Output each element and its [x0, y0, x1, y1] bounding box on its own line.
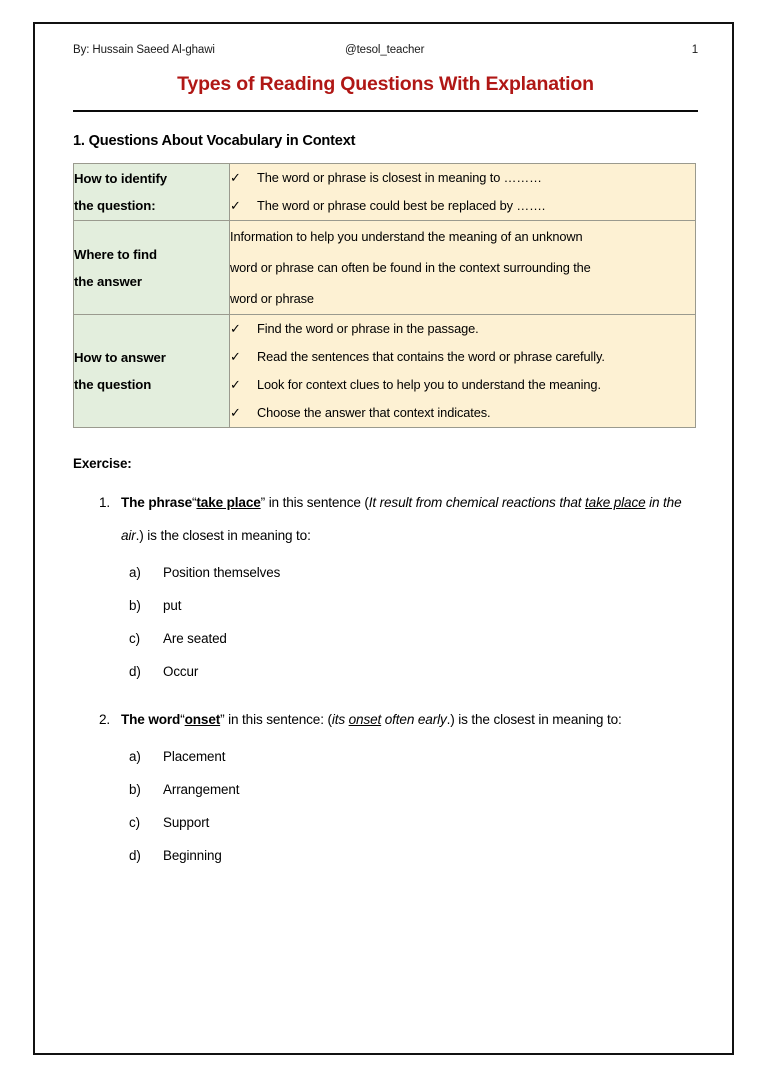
option-b[interactable] [121, 773, 698, 806]
option-a[interactable] [121, 740, 698, 773]
question-lead: The word [121, 712, 181, 727]
option-d[interactable] [121, 655, 698, 688]
table-row [74, 315, 696, 428]
paragraph-line: Information to help you understand the meaning of an unknown [230, 229, 583, 244]
option-marker: c) [129, 631, 140, 646]
quote-close: ” [260, 495, 266, 510]
page-content [73, 44, 698, 872]
check-icon: ✓ [230, 349, 241, 364]
option-marker: d) [129, 664, 141, 679]
question-keyword: onset [184, 712, 221, 727]
option-text: Arrangement [163, 782, 240, 797]
label-line: How to identify [74, 171, 168, 186]
document-header [73, 44, 698, 60]
list-item-text: The word or phrase could best be replaced by ……. [257, 198, 546, 213]
question-example-part1: It result from chemical reactions that [368, 495, 586, 510]
question-example-keyword: take place [585, 495, 646, 510]
table-row [74, 164, 696, 221]
option-marker: b) [129, 598, 141, 613]
option-text: Placement [163, 749, 226, 764]
question-example-part2: often early [381, 712, 447, 727]
option-marker: a) [129, 565, 141, 580]
option-marker: a) [129, 749, 141, 764]
question-example-part2: in the air [121, 495, 682, 543]
list-item [230, 371, 695, 399]
exercise-question-1 [73, 486, 698, 688]
question-keyword: take place [196, 495, 261, 510]
option-marker: d) [129, 848, 141, 863]
row-content-where-to-find [230, 221, 696, 315]
label-line: the question: [74, 198, 156, 213]
exercise-label: Exercise: [73, 456, 132, 471]
table-row [74, 221, 696, 315]
header-author: By: Hussain Saeed Al-ghawi [73, 44, 215, 56]
page-frame [33, 22, 734, 1055]
list-item [230, 315, 695, 343]
answer-options-q1 [121, 556, 698, 688]
option-text: Occur [163, 664, 199, 679]
quote-close: ” [220, 712, 225, 727]
option-text: put [163, 598, 182, 613]
question-middle: in this sentence ( [265, 495, 369, 510]
list-item-text: Read the sentences that contains the word or phrase carefully. [257, 349, 605, 364]
row-label-how-to-answer [74, 315, 230, 428]
list-item [230, 343, 695, 371]
list-item [230, 192, 695, 220]
quote-open: “ [180, 712, 185, 727]
question-middle: in this sentence: ( [224, 712, 332, 727]
option-c[interactable] [121, 806, 698, 839]
vocabulary-info-table [73, 163, 696, 428]
check-icon: ✓ [230, 170, 241, 185]
exercise-question-list [73, 486, 698, 872]
option-marker: b) [129, 782, 141, 797]
option-text: Beginning [163, 848, 222, 863]
row-label-how-to-identify [74, 164, 230, 221]
list-item-text: Choose the answer that context indicates. [257, 405, 491, 420]
row-content-how-to-answer [230, 315, 696, 428]
list-item [230, 399, 695, 427]
check-icon: ✓ [230, 405, 241, 420]
check-icon: ✓ [230, 321, 241, 336]
question-number: 1. [99, 495, 111, 510]
answer-options-q2 [121, 740, 698, 872]
list-item-text: Look for context clues to help you to understand the meaning. [257, 377, 601, 392]
option-text: Position themselves [163, 565, 281, 580]
row-label-where-to-find [74, 221, 230, 315]
header-page-number: 1 [691, 44, 698, 56]
check-icon: ✓ [230, 377, 241, 392]
check-icon: ✓ [230, 198, 241, 213]
question-example-keyword: onset [348, 712, 382, 727]
question-example-part1: its [331, 712, 349, 727]
section-heading: 1. Questions About Vocabulary in Context [73, 133, 356, 149]
row-content-how-to-identify [230, 164, 696, 221]
page-title: Types of Reading Questions With Explanation [177, 73, 594, 95]
label-line: Where to find [74, 246, 157, 262]
check-list [230, 315, 695, 427]
question-text [121, 495, 681, 543]
list-item [230, 164, 695, 192]
label-line: the question [74, 377, 152, 392]
option-c[interactable] [121, 622, 698, 655]
list-item-text: The word or phrase is closest in meaning to ……… [257, 170, 542, 185]
question-lead: The phrase [121, 495, 193, 510]
list-item-text: Find the word or phrase in the passage. [257, 321, 479, 336]
paragraph-line: word or phrase can often be found in the context surrounding the [230, 260, 591, 275]
label-line: the answer [74, 273, 142, 289]
exercise-question-2 [73, 703, 698, 872]
question-tail: .) is the closest in meaning to: [135, 528, 311, 543]
header-handle: @tesol_teacher [345, 44, 425, 56]
question-text [121, 712, 622, 727]
option-a[interactable] [121, 556, 698, 589]
question-number: 2. [99, 712, 111, 727]
label-line: How to answer [74, 350, 166, 365]
option-b[interactable] [121, 589, 698, 622]
question-tail: .) is the closest in meaning to: [446, 712, 622, 727]
title-divider [73, 110, 698, 112]
paragraph-line: word or phrase [230, 291, 314, 306]
quote-open: “ [192, 495, 197, 510]
option-marker: c) [129, 815, 140, 830]
option-d[interactable] [121, 839, 698, 872]
check-list [230, 164, 695, 220]
option-text: Support [163, 815, 210, 830]
option-text: Are seated [163, 631, 227, 646]
